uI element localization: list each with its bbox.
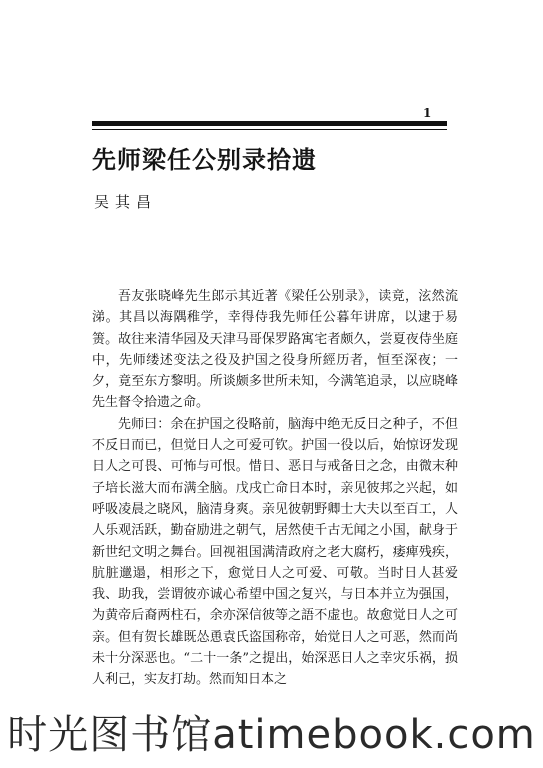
watermark-banner: 时光图书馆atimebook.com (0, 702, 543, 768)
header-rule-thick (92, 121, 447, 126)
paragraph: 先师曰：余在护国之役略前，脑海中绝无反日之种子，不但不反日而已，但觉日人之可爱可钦。护国一役以后，始惊讶发现日人之可畏、可怖与可恨。惜日、恶日与戒备日之念，由微末种子培长滋大而布满全脑。戊戌亡命日本时，亲见彼邦之兴起，如呼吸凌晨之晓风，脑清身爽。亲见彼朝野卿士大夫以至百工，人人乐观活跃，勤奋励进之朝气，居然使千古无闻之小国，献身于新世纪文明之舞台。回视祖国满清政府之老大腐朽，痿痺残疾，肮脏邋遢，相形之下，愈觉日人之可爱、可敬。当时日人甚爱我、助我，尝谓彼亦诚心希望中国之复兴，与日本并立为强国，为黄帝后裔两柱石，余亦深信彼等之語不虚也。故愈觉日人之可亲。但有贺长雄既怂恿袁氏盗国称帝，始觉日人之可恶，然而尚未十分深恶也。“二十一条”之提出，始深恶日人之幸灾乐祸，损人利己，实友打劫。然而知日本之 (92, 416, 458, 688)
header-rule-thin (92, 129, 447, 130)
author-name: 吴其昌 (94, 193, 158, 211)
article-body (92, 286, 458, 691)
page-number: 1 (423, 106, 432, 120)
article-title: 先师梁任公别录拾遗 (92, 145, 317, 174)
paragraph: 吾友张晓峰先生郎示其近著《梁任公别录》，读竟，泫然流涕。其昌以海隅稚学，幸得侍我先师任公暮年讲席，以逮于易箦。故往来清华园及天津马哥保罗路寓宅者颇久，尝夏夜侍坐庭中，先师缕述变法之役及护国之役身所經历者，恒至深夜；一夕，竟至东方黎明。所谈颇多世所未知，今满笔追录，以应晓峰先生督令拾遗之命。 (92, 289, 458, 411)
